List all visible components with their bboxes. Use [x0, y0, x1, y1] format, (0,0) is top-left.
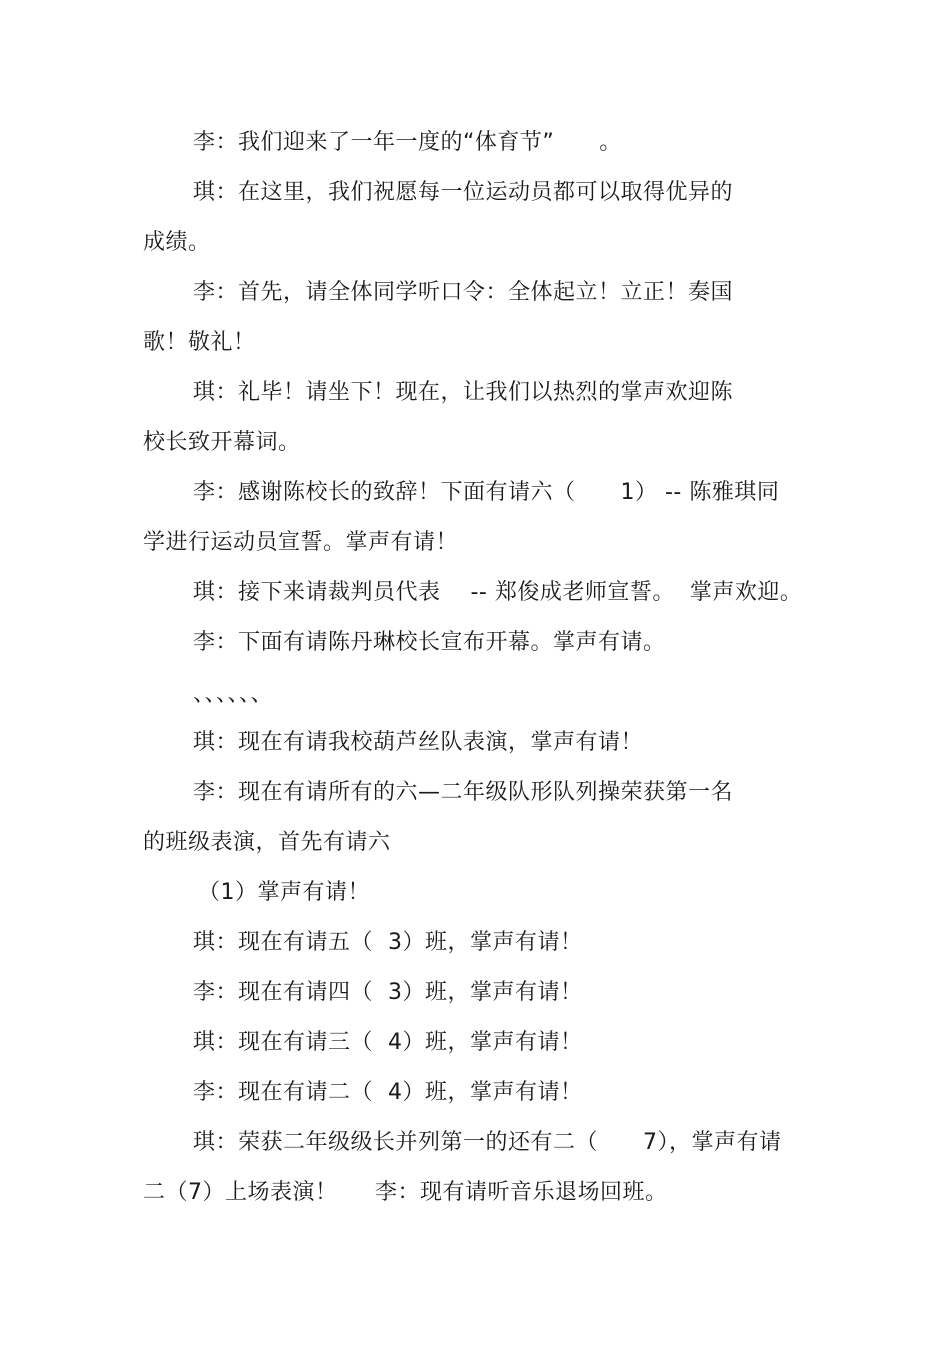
script-line-13: 琪：现在有请我校葫芦丝队表演，掌声有请！ [193, 730, 644, 755]
script-line-10: 琪：接下来请裁判员代表 -- 郑俊成老师宣誓。 掌声欢迎。 [193, 580, 803, 605]
script-line-15: 的班级表演，首先有请六 [143, 830, 391, 855]
script-line-20: 李：现在有请二（ 4）班，掌声有请！ [193, 1080, 583, 1105]
script-line-9: 学进行运动员宣誓。掌声有请！ [143, 530, 459, 555]
script-line-3: 成绩。 [143, 230, 211, 255]
script-line-4: 李：首先，请全体同学听口令：全体起立！立正！奏国 [193, 280, 734, 305]
script-line-2: 琪：在这里，我们祝愿每一位运动员都可以取得优异的 [193, 180, 734, 205]
script-line-6: 琪：礼毕！请坐下！现在，让我们以热烈的掌声欢迎陈 [193, 380, 734, 405]
script-line-18: 李：现在有请四（ 3）班，掌声有请！ [193, 980, 583, 1005]
script-line-7: 校长致开幕词。 [143, 430, 301, 455]
script-line-1: 李：我们迎来了一年一度的“体育节” 。 [193, 130, 622, 155]
script-line-11: 李：下面有请陈丹琳校长宣布开幕。掌声有请。 [193, 630, 666, 655]
script-line-5: 歌！敬礼！ [143, 330, 256, 355]
script-line-8: 李：感谢陈校长的致辞！下面有请六（ 1） -- 陈雅琪同 [193, 480, 780, 505]
script-line-12: 、、、、、、 [193, 682, 274, 707]
script-line-14: 李：现在有请所有的六—二年级队形队列操荣获第一名 [193, 780, 734, 805]
script-line-19: 琪：现在有请三（ 4）班，掌声有请！ [193, 1030, 583, 1055]
script-line-21: 琪：荣获二年级级长并列第一的还有二（ 7），掌声有请 [193, 1130, 782, 1155]
script-line-22: 二（7）上场表演！ 李：现有请听音乐退场回班。 [143, 1180, 668, 1205]
script-line-16: （1）掌声有请！ [198, 880, 370, 905]
script-line-17: 琪：现在有请五（ 3）班，掌声有请！ [193, 930, 583, 955]
